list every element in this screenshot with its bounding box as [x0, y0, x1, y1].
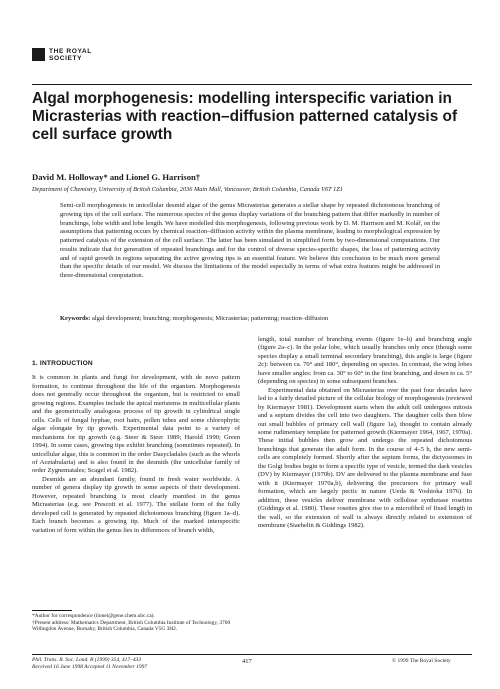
- article-authors: David M. Holloway* and Lionel G. Harrison†: [32, 172, 201, 182]
- body-paragraph: Desmids are an abundant family, found in fresh water worldwide. A number of genera display tip growth in some aspects of their development. However, repeated branching is most clearly manifest in the genus Micrasterias (e.g. see Prescott et al. 1977). The stellate form of the fully developed cell is generated by repeated dichotomous branching (figure 1a–d). Each branch becomes a growing tip. Much of the marked interspecific variation of form within the genus lies in differences of branch width,: [32, 475, 240, 534]
- copyright-notice: © 1999 The Royal Society: [392, 658, 451, 664]
- publisher-name-line2: SOCIETY: [49, 55, 83, 62]
- article-keywords: [60, 315, 440, 322]
- footnote-present-address: †Present address: Mathematics Department, British Columbia Institute of Technology, 3700 Willingdon Avenue, Burnaby, British Columbia, Canada V5G 3H2.: [32, 619, 231, 633]
- keywords-list: algal development; branching; morphogenesis; Micrasterias; patterning; reaction–diffusion: [91, 315, 329, 322]
- publisher-name-line1: THE ROYAL: [49, 48, 92, 55]
- page-number: 417: [242, 658, 252, 665]
- footer-rule: [32, 654, 472, 655]
- header-rule: [32, 84, 472, 85]
- footnote-rule: [32, 610, 72, 611]
- article-affiliation: Department of Chemistry, University of British Columbia, 2036 Main Mall, Vancouver, British Columbia, Canada V6T 1Z1: [32, 186, 343, 193]
- journal-citation: Phil. Trans. R. Soc. Lond. B (1999) 354, 417–433: [32, 657, 142, 663]
- body-paragraph: It is common in plants and fungi for development, with de novo pattern formation, to continue throughout the life of the organism. Morphogenesis does not generally occur throughout the organism, but is restricted to small growing regions. Examples include the apical meristems in multicellular plants and the geometrically analogous process of tip growth in cylindrical single cells. Cells of fungal hyphae, root hairs, pollen tubes and some chlorophytic algae elongate by tip growth. Experimental data point to a variety of mechanisms for tip growth (e.g. Steer & Steer 1989; Harold 1990; Green 1994). In some cases, growing tips exhibit branching (sometimes repeated). In unicellular algae, this is common in the order Dasycladales (such as the whorls of Acetabularia) and is also found in the desmids (the unicellular family of order Zygnematales; Scagel et al. 1982).: [32, 374, 240, 475]
- body-column-left: [32, 336, 240, 535]
- section-heading: 1. INTRODUCTION: [32, 360, 93, 367]
- article-abstract: Semi-cell morphogenesis in unicellular desmid algae of the genus Micrasterias generates a stellar shape by repeated dichotomous branching of growing tips of the cell surface. The numerous species of the genus display variations of the branching pattern that differ markedly in number of branchings, lobe width and lobe length. We have modelled this morphogenesis, following previous work by D. M. Harrison and M. Kolář, on the assumptions that patterning occurs by chemical reaction–diffusion activity within the plasma membrane, leading to morphological expression by patterned catalysis of the extension of the cell surface. The latter has been simulated in simplified form by two-dimensional computations. Our results indicate that for generation of repeated branchings and for the control of diverse species-specific shapes, the loss of patterning activity and of rapid growth in regions separating the active growing tips is an essential feature. We believe this conclusion to be much more general than the specific details of our model. We discuss the limitations of the model especially in terms of what extra features might be addressed in three-dimensional computation.: [60, 202, 440, 279]
- received-accepted-dates: Received 16 June 1998 Accepted 11 November 1997: [32, 664, 148, 670]
- keywords-label: Keywords:: [60, 315, 91, 322]
- footnotes: [32, 613, 242, 633]
- article-title: Algal morphogenesis: modelling interspecific variation in Micrasterias with reaction–diffusion patterned catalysis of cell surface growth: [32, 90, 458, 143]
- body-paragraph: Experimental data obtained on Micrasterias over the past four decades have led to a fairly detailed picture of the cellular biology of morphogenesis (reviewed by Kiermayer 1981). Development starts when the adult cell undergoes mitosis and a septum divides the cell into two daughters. The daughter cells then blow out small bubbles of primary cell wall (figure 1a), thought to contain already some rudimentary template for patterned growth (Kiermayer 1964, 1967, 1970a). These initial bubbles then grow and undergo the repeated dichotomous branchings that generate the adult form. In the course of 4–5 h, the new semi-cells are completely formed. Shortly after the septum forms, the dictyosomes in the Golgi bodies begin to form a specific type of vesicle, termed the dark vesicles (DV) by Kiermayer (1970b). DV are delivered to the plasma membrane and fuse with it (Kiermayer 1970a,b), delivering the precursors for primary wall formation, which are largely pectic in nature (Ueda & Yoshioka 1976). In addition, these vesicles deliver membrane with cellulose synthetase rosettes (Giddings et al. 1980). These rosettes give rise to a microfibril of fixed length in the wall, so the extension of wall is always directly related to extension of membrane (Staehelin & Giddings 1982).: [258, 386, 472, 529]
- royal-society-logo-icon: [32, 48, 45, 61]
- body-paragraph: length, total number of branching events (figure 1e–h) and branching angle (figure 2a–c). In the polar lobe, which usually branches only once (though some species display a small terminal secondary branching), this angle is large (figure 2c): between ca. 70° and 180°, depending on species. In contrast, the wing lobes have smaller angles: from ca. 30° to 60° in the first branching, and down to ca. 5° (depending on species) in some subsequent branches.: [258, 336, 472, 386]
- footnote-correspondence: *Author for correspondence (lionel@gene.chem.ubc.ca).: [32, 613, 155, 619]
- journal-imprint: [32, 657, 147, 671]
- body-column-right: [258, 336, 472, 530]
